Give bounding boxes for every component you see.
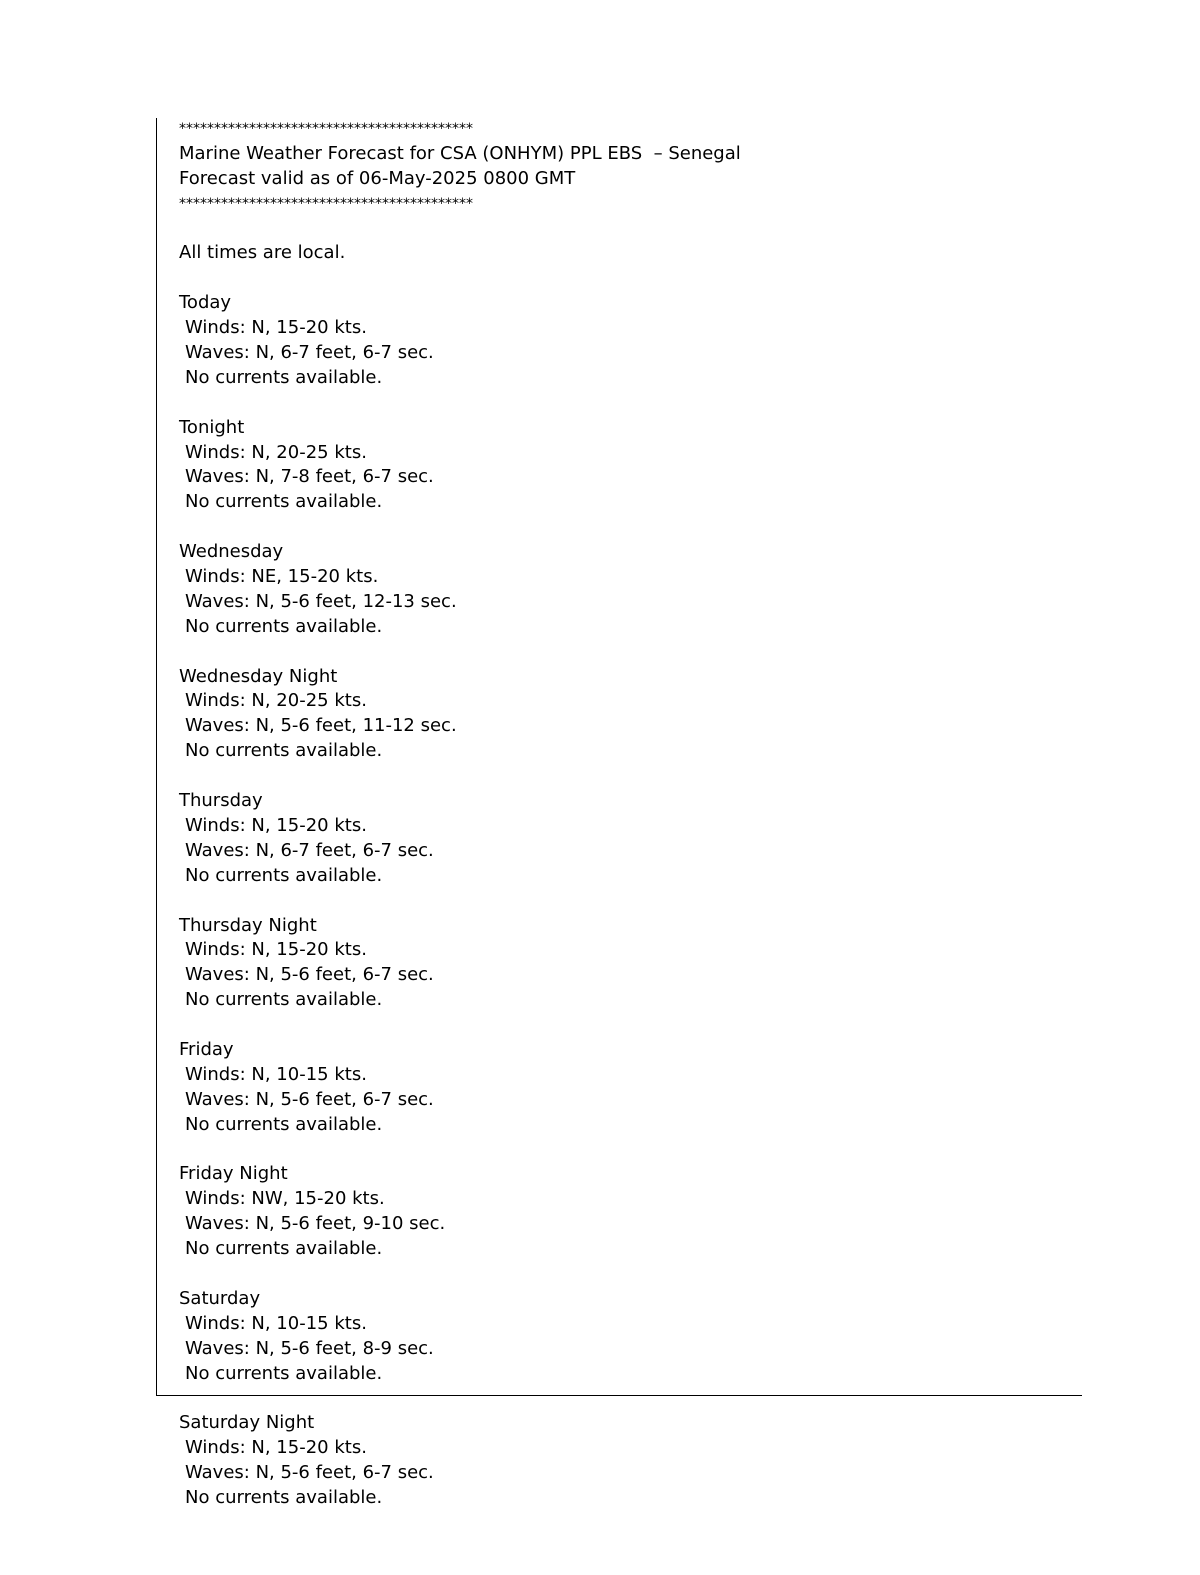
forecast-valid-time: Forecast valid as of 06-May-2025 0800 GMT	[179, 167, 576, 189]
header-stars-bottom: ******************************************	[179, 195, 473, 212]
waves-line: Waves: N, 6-7 feet, 6-7 sec.	[185, 342, 434, 364]
waves-line: Waves: N, 5-6 feet, 6-7 sec.	[185, 1462, 434, 1484]
forecast-section	[179, 1162, 1079, 1262]
winds-line: Winds: NE, 15-20 kts.	[185, 566, 379, 588]
winds-line: Winds: N, 15-20 kts.	[185, 814, 367, 836]
currents-line: No currents available.	[185, 1362, 383, 1384]
forecast-section	[179, 789, 1079, 889]
winds-line: Winds: N, 10-15 kts.	[185, 1312, 367, 1334]
waves-line: Waves: N, 5-6 feet, 6-7 sec.	[185, 964, 434, 986]
forecast-section	[179, 1411, 1079, 1511]
forecast-section	[179, 540, 1079, 640]
header-stars-top: ******************************************	[179, 121, 473, 137]
forecast-period-heading: Tonight	[179, 416, 245, 438]
forecast-period-heading: Friday Night	[179, 1163, 288, 1185]
forecast-section	[179, 1287, 1079, 1387]
winds-line: Winds: N, 15-20 kts.	[185, 939, 367, 961]
currents-line: No currents available.	[185, 615, 383, 637]
forecast-period-heading: Thursday	[179, 790, 263, 812]
waves-line: Waves: N, 7-8 feet, 6-7 sec.	[185, 466, 434, 488]
currents-line: No currents available.	[185, 1238, 383, 1260]
forecast-period-heading: Saturday Night	[179, 1412, 315, 1434]
forecast-section	[179, 291, 1079, 391]
forecast-period-heading: Wednesday	[179, 541, 284, 563]
forecast-period-heading: Friday	[179, 1038, 234, 1060]
waves-line: Waves: N, 5-6 feet, 9-10 sec.	[185, 1213, 446, 1235]
winds-line: Winds: N, 20-25 kts.	[185, 441, 367, 463]
forecast-section	[179, 914, 1079, 1014]
currents-line: No currents available.	[185, 989, 383, 1011]
left-border-rule	[156, 118, 157, 1396]
waves-line: Waves: N, 5-6 feet, 6-7 sec.	[185, 1088, 434, 1110]
currents-line: No currents available.	[185, 740, 383, 762]
waves-line: Waves: N, 6-7 feet, 6-7 sec.	[185, 839, 434, 861]
currents-line: No currents available.	[185, 1113, 383, 1135]
waves-line: Waves: N, 5-6 feet, 8-9 sec.	[185, 1337, 434, 1359]
winds-line: Winds: N, 10-15 kts.	[185, 1063, 367, 1085]
time-note: All times are local.	[179, 242, 346, 264]
currents-line: No currents available.	[185, 1486, 383, 1508]
currents-line: No currents available.	[185, 366, 383, 388]
forecast-title: Marine Weather Forecast for CSA (ONHYM) PPL EBS – Senegal	[179, 142, 741, 164]
forecast-section	[179, 416, 1079, 516]
currents-line: No currents available.	[185, 864, 383, 886]
forecast-period-heading: Today	[179, 292, 232, 314]
forecast-period-heading: Thursday Night	[179, 914, 317, 936]
waves-line: Waves: N, 5-6 feet, 11-12 sec.	[185, 715, 457, 737]
winds-line: Winds: NW, 15-20 kts.	[185, 1188, 385, 1210]
forecast-section	[179, 1038, 1079, 1138]
forecast-period-heading: Saturday	[179, 1287, 261, 1309]
waves-line: Waves: N, 5-6 feet, 12-13 sec.	[185, 590, 457, 612]
winds-line: Winds: N, 15-20 kts.	[185, 1437, 367, 1459]
forecast-section	[179, 665, 1079, 765]
winds-line: Winds: N, 20-25 kts.	[185, 690, 367, 712]
forecast-sections	[179, 291, 1079, 1511]
forecast-document	[179, 117, 1079, 1536]
winds-line: Winds: N, 15-20 kts.	[185, 317, 367, 339]
currents-line: No currents available.	[185, 491, 383, 513]
forecast-period-heading: Wednesday Night	[179, 665, 338, 687]
